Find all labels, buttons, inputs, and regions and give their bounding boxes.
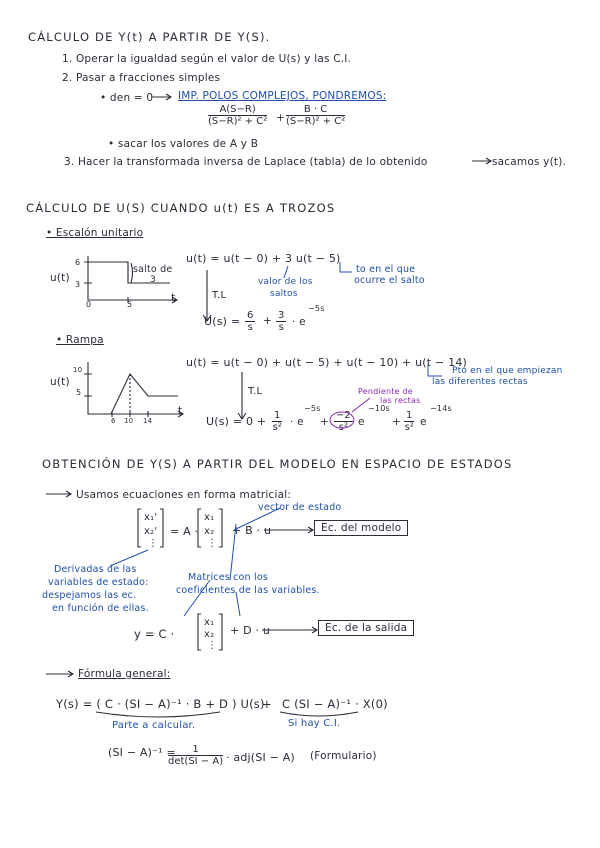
rampa-tick-5: 5 xyxy=(76,388,82,397)
fraction-a-den: (S−R)² + C² xyxy=(208,116,268,127)
state-x1: x₁ xyxy=(204,512,215,523)
step-3: 3. Hacer la transformada inversa de Laplace (tabla) de lo obtenido xyxy=(64,156,428,168)
rampa-us: U(s) = 0 + xyxy=(206,415,267,428)
pendiente-arrow xyxy=(352,398,370,412)
formula-main-left: Y(s) = ( C · (SI − A)⁻¹ · B + D ) U(s) xyxy=(56,697,265,711)
escalon-y-axis-label: u(t) xyxy=(50,272,70,284)
usamos-ecuaciones: Usamos ecuaciones en forma matricial: xyxy=(76,489,292,501)
rampa-frac-1-den: s² xyxy=(272,422,282,433)
state-deriv-x1: x₁' xyxy=(144,512,158,523)
salto-brace xyxy=(131,263,133,283)
vector-note-arrow xyxy=(234,508,280,530)
formula-plus: + xyxy=(262,697,272,711)
rampa-x-label: t xyxy=(178,405,183,417)
matrices-arrow-b xyxy=(230,524,236,580)
output-dots: ⋮ xyxy=(207,640,218,651)
valor-note: valor de los xyxy=(258,277,313,287)
escalon-tick-6: 6 xyxy=(75,258,81,267)
output-eq-y: y = C · xyxy=(134,627,175,641)
rampa-frac-2-num: −2 xyxy=(336,410,351,421)
derivadas-note-1: Derivadas de las xyxy=(54,564,137,575)
state-dots: ⋮ xyxy=(207,538,218,549)
escalon-frac-2-den: s xyxy=(278,322,284,333)
vector-estado-note: vector de estado xyxy=(258,502,342,513)
den-zero: • den = 0 xyxy=(100,92,154,104)
rampa-axes xyxy=(88,362,182,414)
derivadas-note-3: despejamos las ec. xyxy=(42,590,137,601)
salto-label: salto de xyxy=(133,264,173,275)
ec-modelo-box: Ec. del modelo xyxy=(314,520,408,536)
sacar-valores: • sacar los valores de A y B xyxy=(108,138,259,150)
salto-value: 3 xyxy=(150,275,156,285)
escalon-plus: + xyxy=(263,315,272,327)
deriv-bracket xyxy=(138,509,163,547)
escalon-exponent: −5s xyxy=(308,304,325,313)
rampa-frac-3-den: s² xyxy=(404,422,414,433)
section-title-us: CÁLCULO DE U(S) CUANDO u(t) ES A TROZOS xyxy=(26,201,336,215)
inverse-left: (SI − A)⁻¹ = xyxy=(108,746,176,759)
rampa-e-2: e xyxy=(358,416,365,428)
parte-calcular-note: Parte a calcular. xyxy=(112,720,196,731)
state-x2: x₂ xyxy=(204,526,215,537)
escalon-frac-2-num: 3 xyxy=(278,310,285,321)
escalon-label: • Escalón unitario xyxy=(46,227,144,239)
rampa-plus-2: + xyxy=(392,416,401,428)
pendiente-note-2: las rectas xyxy=(380,396,421,405)
rampa-x-tick-14: 14 xyxy=(143,417,153,425)
escalon-signal xyxy=(88,262,173,283)
eq-bu: + B · u xyxy=(232,524,272,537)
rampa-dot-e-1: · e xyxy=(290,416,304,428)
rampa-signal xyxy=(88,374,178,414)
derivadas-note-4: en función de ellas. xyxy=(52,603,149,614)
matrices-arrow-c xyxy=(184,580,210,616)
matrices-note-1: Matrices con los xyxy=(188,572,269,583)
pto-note: Pto en el que empiezan xyxy=(452,366,563,376)
derivadas-note-2: variables de estado: xyxy=(48,577,149,588)
step-1: 1. Operar la igualdad según el valor de U(s) y las C.I. xyxy=(62,53,352,65)
rampa-frac-1-num: 1 xyxy=(274,410,281,421)
to-note: to en el que xyxy=(356,264,416,275)
imp-note: IMP. POLOS COMPLEJOS, PONDREMOS: xyxy=(178,90,387,102)
step-3-result: sacamos y(t). xyxy=(492,156,567,168)
rampa-exp-1: −5s xyxy=(304,404,321,413)
output-bracket xyxy=(198,614,222,650)
output-x1: x₁ xyxy=(204,617,215,628)
rampa-x-tick-10: 10 xyxy=(124,417,134,425)
escalon-equation: u(t) = u(t − 0) + 3 u(t − 5) xyxy=(186,252,341,265)
rampa-label: • Rampa xyxy=(56,334,104,346)
formulario-note: (Formulario) xyxy=(310,750,377,762)
pto-note-arrow xyxy=(428,364,442,376)
rampa-equation: u(t) = u(t − 0) + u(t − 5) + u(t − 10) + u(t − 14) xyxy=(186,356,468,369)
rampa-x-tick-6: 6 xyxy=(111,417,116,425)
rampa-tl: T.L xyxy=(248,386,263,397)
rampa-frac-2-den: s² xyxy=(338,422,348,433)
rampa-tick-10: 10 xyxy=(73,366,83,374)
escalon-us: U(s) = xyxy=(204,315,241,328)
to-note-2: ocurre el salto xyxy=(354,275,425,286)
escalon-dot-e: · e xyxy=(292,316,306,328)
matrices-note-2: coeficientes de las variables. xyxy=(176,585,320,596)
pendiente-note: Pendiente de xyxy=(358,387,413,396)
si-hay-ci-note: Si hay C.I. xyxy=(288,718,341,729)
escalon-frac-1-den: s xyxy=(247,322,253,333)
derivadas-arrow xyxy=(110,550,148,566)
valor-note-2: saltos xyxy=(270,289,298,299)
rampa-plus-1: + xyxy=(320,416,329,428)
step-2: 2. Pasar a fracciones simples xyxy=(62,72,221,84)
formula-main-right: C (SI − A)⁻¹ · X(0) xyxy=(282,697,388,711)
pto-note-2: las diferentes rectas xyxy=(432,377,528,387)
state-deriv-x2: x₂' xyxy=(144,526,158,537)
rampa-e-3: e xyxy=(420,416,427,428)
adj-term: · adj(SI − A) xyxy=(226,751,295,764)
underbrace-parte xyxy=(96,712,220,717)
output-x2: x₂ xyxy=(204,629,215,640)
rampa-y-axis-label: u(t) xyxy=(50,376,70,388)
section-title-espacio-estados: OBTENCIÓN DE Y(S) A PARTIR DEL MODELO EN ESPACIO DE ESTADOS xyxy=(42,457,513,471)
state-deriv-dots: ⋮ xyxy=(148,538,159,549)
rampa-frac-3-num: 1 xyxy=(406,410,413,421)
rampa-exp-3: −14s xyxy=(430,404,452,413)
to-note-arrow xyxy=(340,262,352,272)
escalon-frac-1-num: 6 xyxy=(247,310,254,321)
state-bracket xyxy=(198,509,222,547)
escalon-tl: T.L xyxy=(212,290,227,301)
formula-general-label: Fórmula general: xyxy=(78,668,171,680)
rampa-ticks xyxy=(84,374,148,417)
matrices-arrow-d xyxy=(236,592,240,616)
fraction-a-num: A(S−R) xyxy=(208,104,267,116)
inverse-num: 1 xyxy=(168,744,223,756)
escalon-tick-5: 5 xyxy=(127,300,133,309)
output-du: + D · u xyxy=(230,624,271,637)
plus-sign: + xyxy=(276,112,285,124)
valor-note-arrow xyxy=(284,266,288,278)
eq-a: = A · xyxy=(170,525,199,538)
underbrace-ci xyxy=(280,712,358,716)
escalon-tick-3: 3 xyxy=(75,280,81,289)
section-title-y-from-ys: CÁLCULO DE Y(t) A PARTIR DE Y(S). xyxy=(28,30,271,44)
inverse-den: det(SI − A) xyxy=(168,756,224,767)
rampa-exp-2: −10s xyxy=(368,404,390,413)
escalon-x-label: t xyxy=(171,292,176,304)
fraction-b-num: B · C xyxy=(286,104,345,116)
escalon-tick-0: 0 xyxy=(86,300,92,309)
ec-salida-box: Ec. de la salida xyxy=(318,620,414,636)
escalon-ticks xyxy=(84,262,128,303)
pendiente-circle xyxy=(330,412,354,428)
fraction-b-den: (S−R)² + C² xyxy=(286,116,346,127)
